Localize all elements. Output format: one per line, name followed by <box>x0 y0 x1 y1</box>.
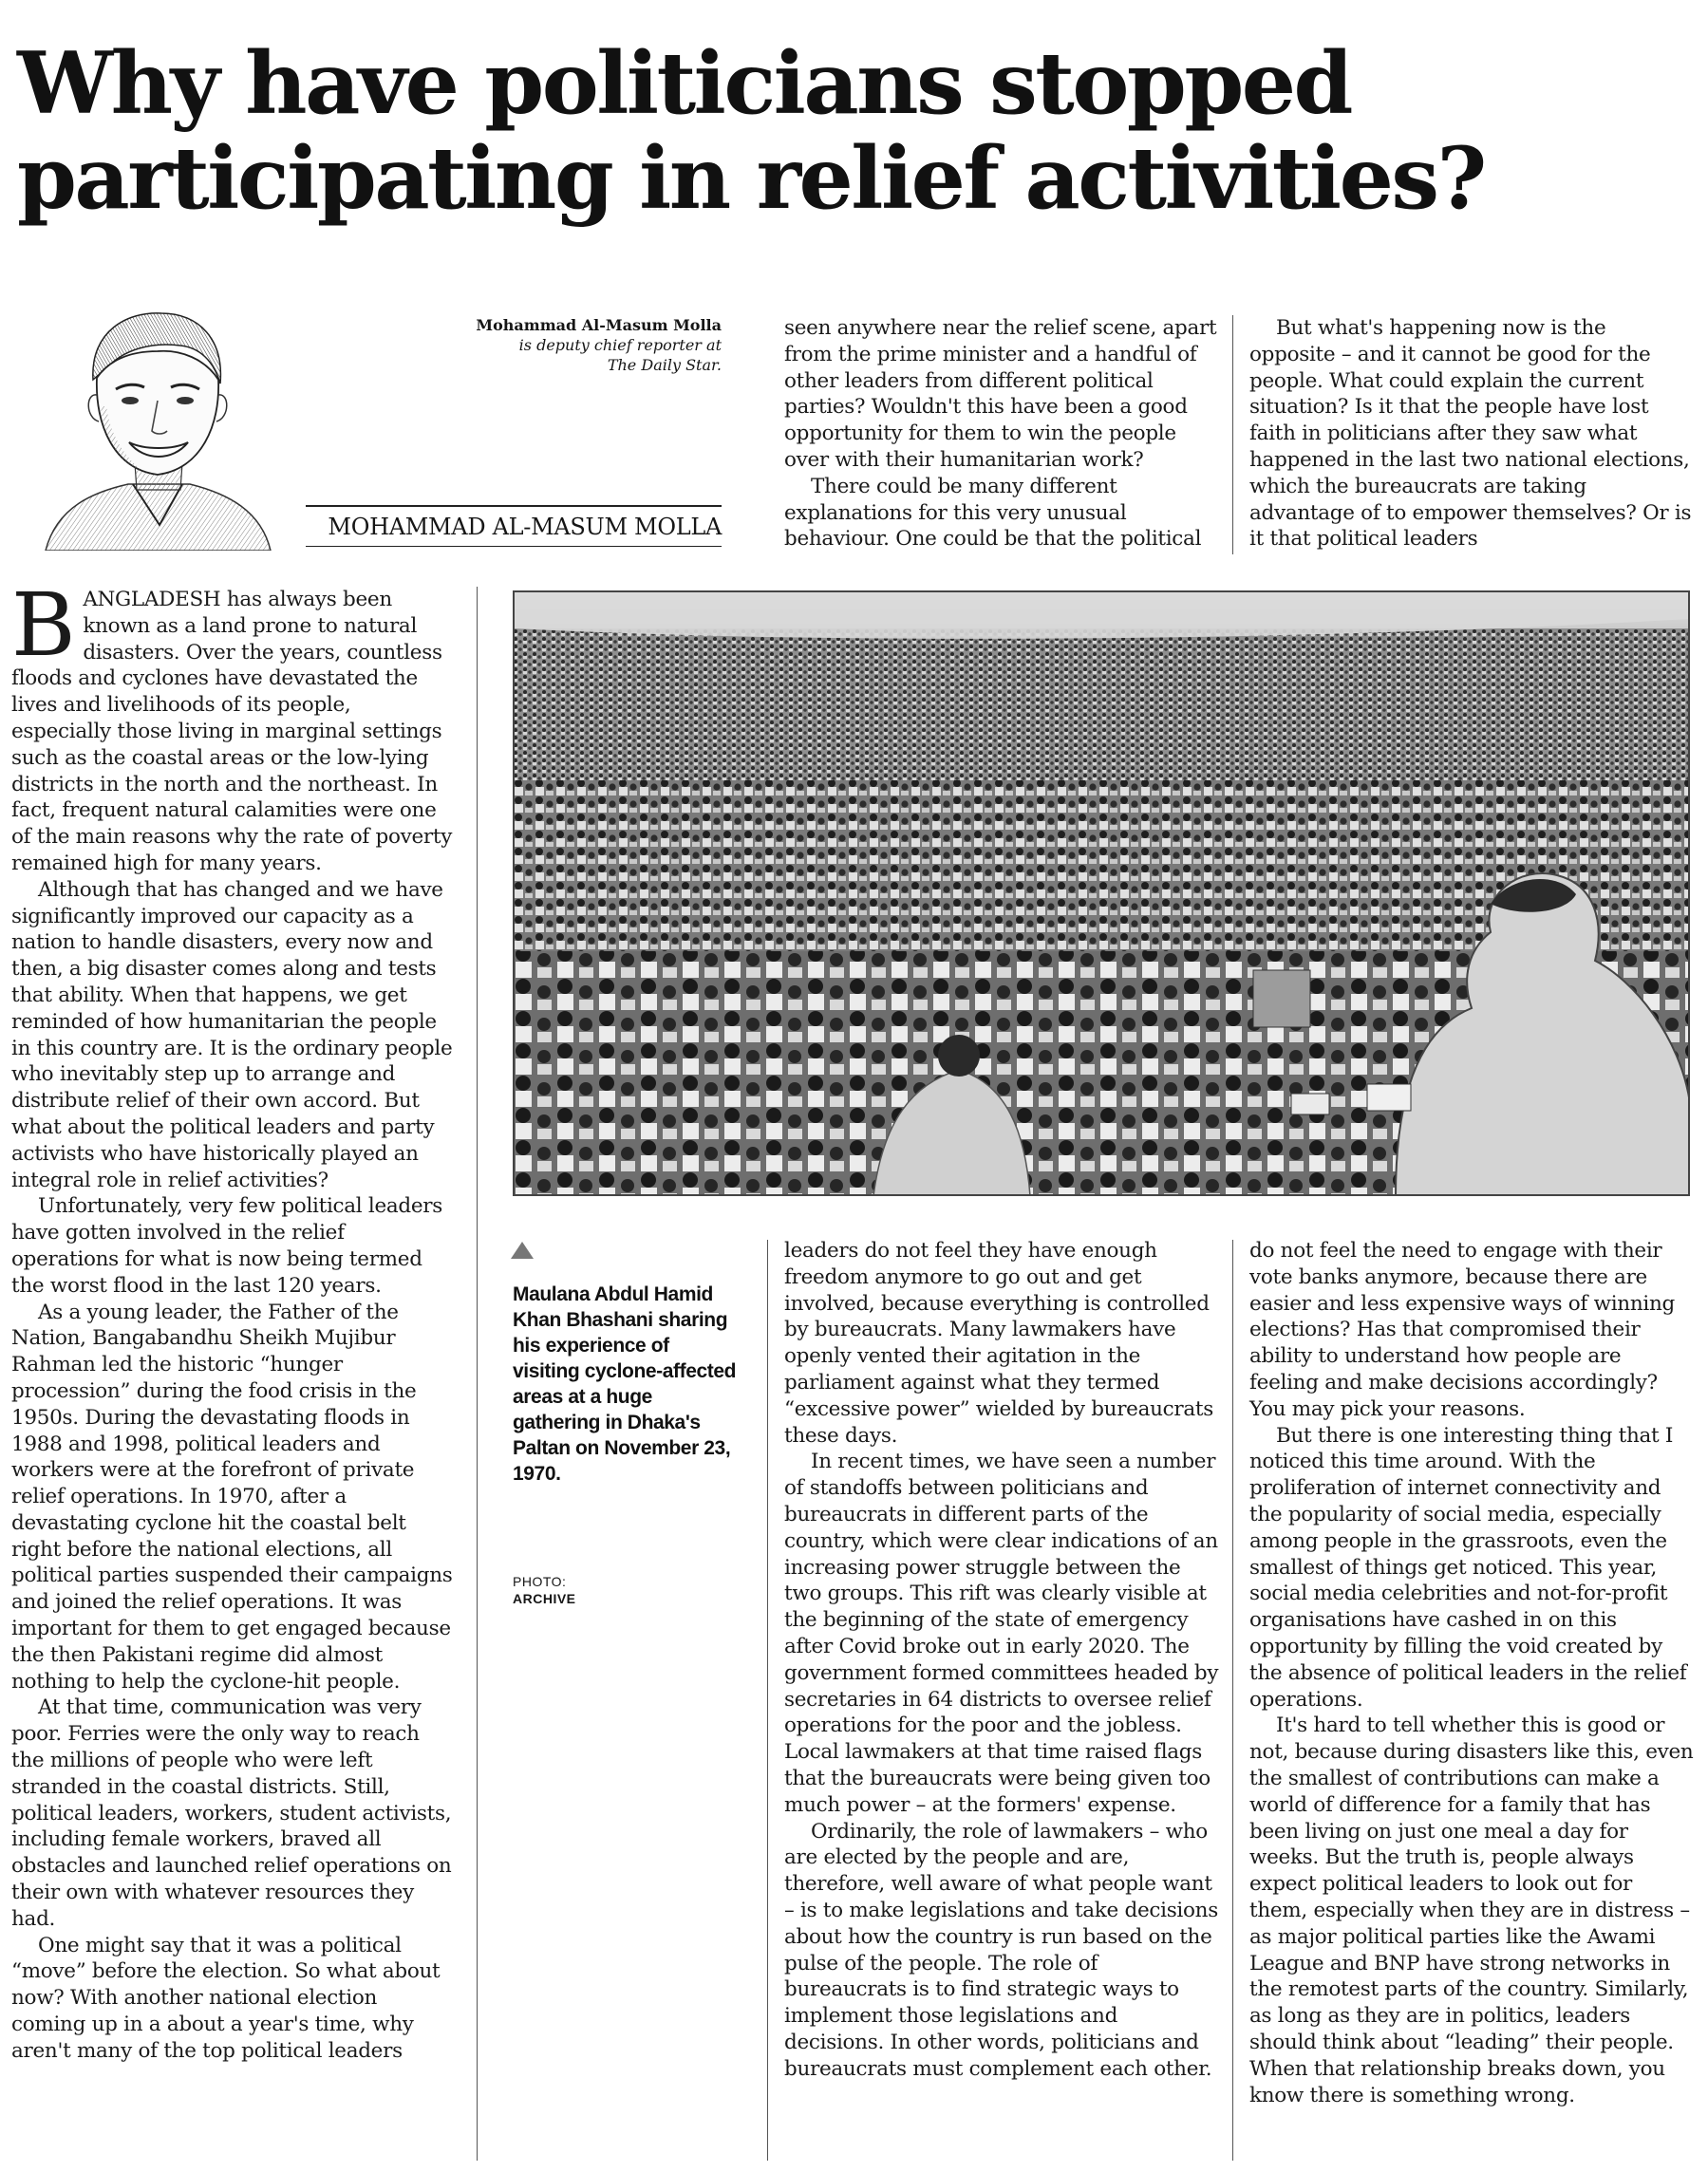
author-role-line-2: The Daily Star. <box>607 356 722 374</box>
article-paragraph: seen anywhere near the relief scene, apart from the prime minister and a handful of other leaders from different political parties? Wouldn't this have been a good opportunity for them to win the people over with their humanitarian work? <box>784 316 1217 472</box>
column-divider <box>767 1240 768 2161</box>
article-paragraph: But there is one interesting thing that I noticed this time around. With the proliferation of internet connectivity and the popularity of social media, especially among people in the grassroots, even the smallest of things get noticed. This year, social media celebrities and not-for-profit organisations have cashed in on this opportunity by filling the void created by the absence of political leaders in the relief operations. <box>1249 1423 1687 1712</box>
author-role-line-1: is deputy chief reporter at <box>518 336 722 354</box>
photo-caption: Maulana Abdul Hamid Khan Bhashani sharing his experience of visiting cyclone-affected areas at a huge gathering in Dhaka's Paltan on November 23, 1970. <box>513 1283 737 1485</box>
archive-photo <box>513 590 1690 1196</box>
column-divider <box>1232 315 1233 554</box>
paragraph-text: ANGLADESH has always been known as a land prone to natural disasters. Over the years, countless floods and cyclones have devastated the lives and livelihoods of its people, especially those living in marginal settings such as the coastal areas or the low-lying districts in the north and the northeast. In fact, frequent natural calamities were one of the main reasons why the rate of poverty remained high for many years. <box>11 588 453 875</box>
caption-arrow-icon <box>511 1242 534 1259</box>
byline-bottom-rule <box>306 546 722 547</box>
article-paragraph: But what's happening now is the opposite – and it cannot be good for the people. What could explain the current situation? Is it that the people have lost faith in politicians after they saw what happened in the last two national elections, which the bureaucrats are taking advantage of to empower themselves? Or is it that political leaders <box>1249 316 1692 552</box>
article-paragraph: In recent times, we have seen a number of standoffs between politicians and bureaucrats in different parts of the country, which were clear indications of an increasing power struggle between the two groups. This rift was clearly visible at the beginning of the state of emergency after Covid broke out in early 2020. The government formed committees headed by secretaries in 64 districts to oversee relief operations for the poor and the jobless. Local lawmakers at that time raised flags that the bureaucrats were being given too much power – at the formers' expense. <box>784 1450 1219 1817</box>
article-column-2-bottom <box>784 1238 1223 2083</box>
article-paragraph: Ordinarily, the role of lawmakers – who are elected by the people and are, therefore, well aware of what people want – is to make legislations and take decisions about how the country is run based on the pulse of the people. The role of bureaucrats is to find strategic ways to implement those legislations and decisions. In other words, politicians and bureaucrats must complement each other. <box>784 1819 1218 2081</box>
column-divider <box>477 587 478 2161</box>
headline-line-2: participating in relief activities? <box>17 128 1485 229</box>
author-note <box>342 315 722 375</box>
article-paragraph: leaders do not feel they have enough freedom anymore to go out and get involved, because everything is controlled by bureaucrats. Many lawmakers have openly vented their agitation in the parliament against what they termed “excessive power” wielded by bureaucrats these days. <box>784 1239 1213 1448</box>
article-column-3-bottom <box>1249 1238 1694 2108</box>
byline-rule <box>306 505 722 507</box>
drop-cap: B <box>11 574 76 676</box>
photo-credit-label: PHOTO: <box>513 1574 567 1589</box>
article-paragraph: do not feel the need to engage with their vote banks anymore, because there are easier and less expensive ways of winning elections? Has that compromised their ability to understand how people are feeling and make decisions accordingly? You may pick your reasons. <box>1249 1239 1675 1421</box>
author-name: Mohammad Al-Masum Molla <box>476 316 722 334</box>
article-paragraph: It's hard to tell whether this is good or not, because during disasters like this, even the smallest of contributions can make a world of difference for a family that has been living on just one meal a day for weeks. But the truth is, people always expect political leaders to look out for them, especially when they are in distress – as major political parties like the Awami League and BNP have strong networks in the remotest parts of the country. Similarly, as long as they are in politics, leaders should think about “leading” their people. When that relationship breaks down, you know there is something wrong. <box>1249 1713 1694 2107</box>
article-paragraph: As a young leader, the Father of the Nation, Bangabandhu Sheikh Mujibur Rahman led the historic “hunger procession” during the food crisis in the 1950s. During the devastating floods in 1988 and 1998, political leaders and workers were at the forefront of private relief operations. In 1970, after a devastating cyclone hit the coastal belt right before the national elections, all political parties suspended their campaigns and joined the relief operations. It was important for them to get engaged because the then Pakistani regime did almost nothing to help the cyclone-hit people. <box>11 1300 453 1694</box>
article-paragraph: At that time, communication was very poor. Ferries were the only way to reach the millions of people who were left stranded in the coastal districts. Still, political leaders, workers, student activists, including female workers, braved all obstacles and launched relief operations on their own with whatever resources they had. <box>11 1695 452 1931</box>
article-paragraph: One might say that it was a political “move” before the election. So what about now? With another national election coming up in a about a year's time, why aren't many of the top political leaders <box>11 1933 441 2063</box>
author-portrait <box>38 302 275 551</box>
article-paragraph: Unfortunately, very few political leaders have gotten involved in the relief operations for what is now being termed the worst flood in the last 120 years. <box>11 1194 443 1298</box>
column-divider <box>1232 1240 1233 2161</box>
headline <box>17 33 1698 229</box>
article-column-1 <box>11 574 456 2065</box>
article-column-2-top <box>784 315 1221 552</box>
photo-credit: ARCHIVE <box>513 1591 576 1606</box>
headline-line-1: Why have politicians stopped <box>17 33 1351 134</box>
byline: MOHAMMAD AL-MASUM MOLLA <box>328 514 722 540</box>
article-column-3-top <box>1249 315 1694 552</box>
article-paragraph: There could be many different explanations for this very unusual behaviour. One could be that the political <box>784 474 1202 552</box>
article-paragraph <box>11 574 456 877</box>
article-paragraph: Although that has changed and we have significantly improved our capacity as a nation to handle disasters, every now and then, a big disaster comes along and tests that ability. When that happens, we get reminded of how humanitarian the people in this country are. It is the ordinary people who inevitably step up to arrange and distribute relief of their own accord. But what about the political leaders and party activists who have historically played an integral role in relief activities? <box>11 877 453 1192</box>
